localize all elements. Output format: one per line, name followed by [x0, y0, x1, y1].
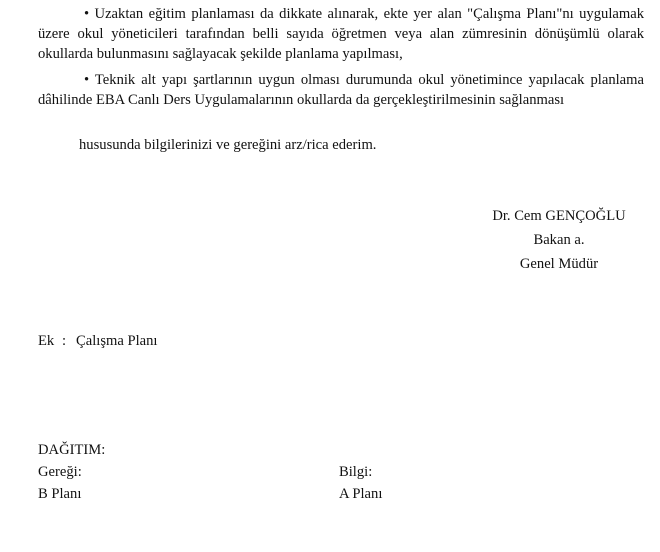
- distribution-values-row: [38, 483, 638, 505]
- closing-sentence: hususunda bilgilerinizi ve gereğini arz/rica ederim.: [79, 137, 377, 153]
- attachment-value: Çalışma Planı: [76, 333, 158, 349]
- signatory-name: Dr. Cem GENÇOĞLU: [492, 208, 626, 224]
- distribution-gereği-label: Gereği:: [38, 464, 82, 480]
- signatory-title: Genel Müdür: [519, 256, 599, 272]
- body-paragraph-1: • Uzaktan eğitim planlaması da dikkate alınarak, ekte yer alan "Çalışma Planı"nı uygulamak üzere okul yöneticileri tarafından belli sayıda öğretmen veya alan zümresinin dönüşümlü olarak okullarda bulunmasını sağlayacak şekilde planlama yapılması,: [38, 6, 644, 62]
- distribution-bilgi-label: Bilgi:: [339, 464, 373, 480]
- signature-block: [462, 204, 656, 276]
- distribution-gereği-value: B Planı: [38, 486, 82, 502]
- attachment-separator: :: [62, 333, 67, 349]
- distribution-labels-row: [38, 461, 638, 483]
- distribution-bilgi-value: A Planı: [339, 486, 383, 502]
- distribution-heading: DAĞITIM:: [38, 442, 106, 458]
- attachment-line: [38, 331, 157, 351]
- signatory-role: Bakan a.: [533, 232, 585, 248]
- distribution-block: [38, 439, 638, 505]
- body-paragraph-2: • Teknik alt yapı şartlarının uygun olması durumunda okul yönetimince yapılacak planlama dâhilinde EBA Canlı Ders Uygulamalarının okullarda da gerçekleştirilmesinin sağlanması: [38, 72, 644, 108]
- attachment-label: Ek: [38, 333, 55, 349]
